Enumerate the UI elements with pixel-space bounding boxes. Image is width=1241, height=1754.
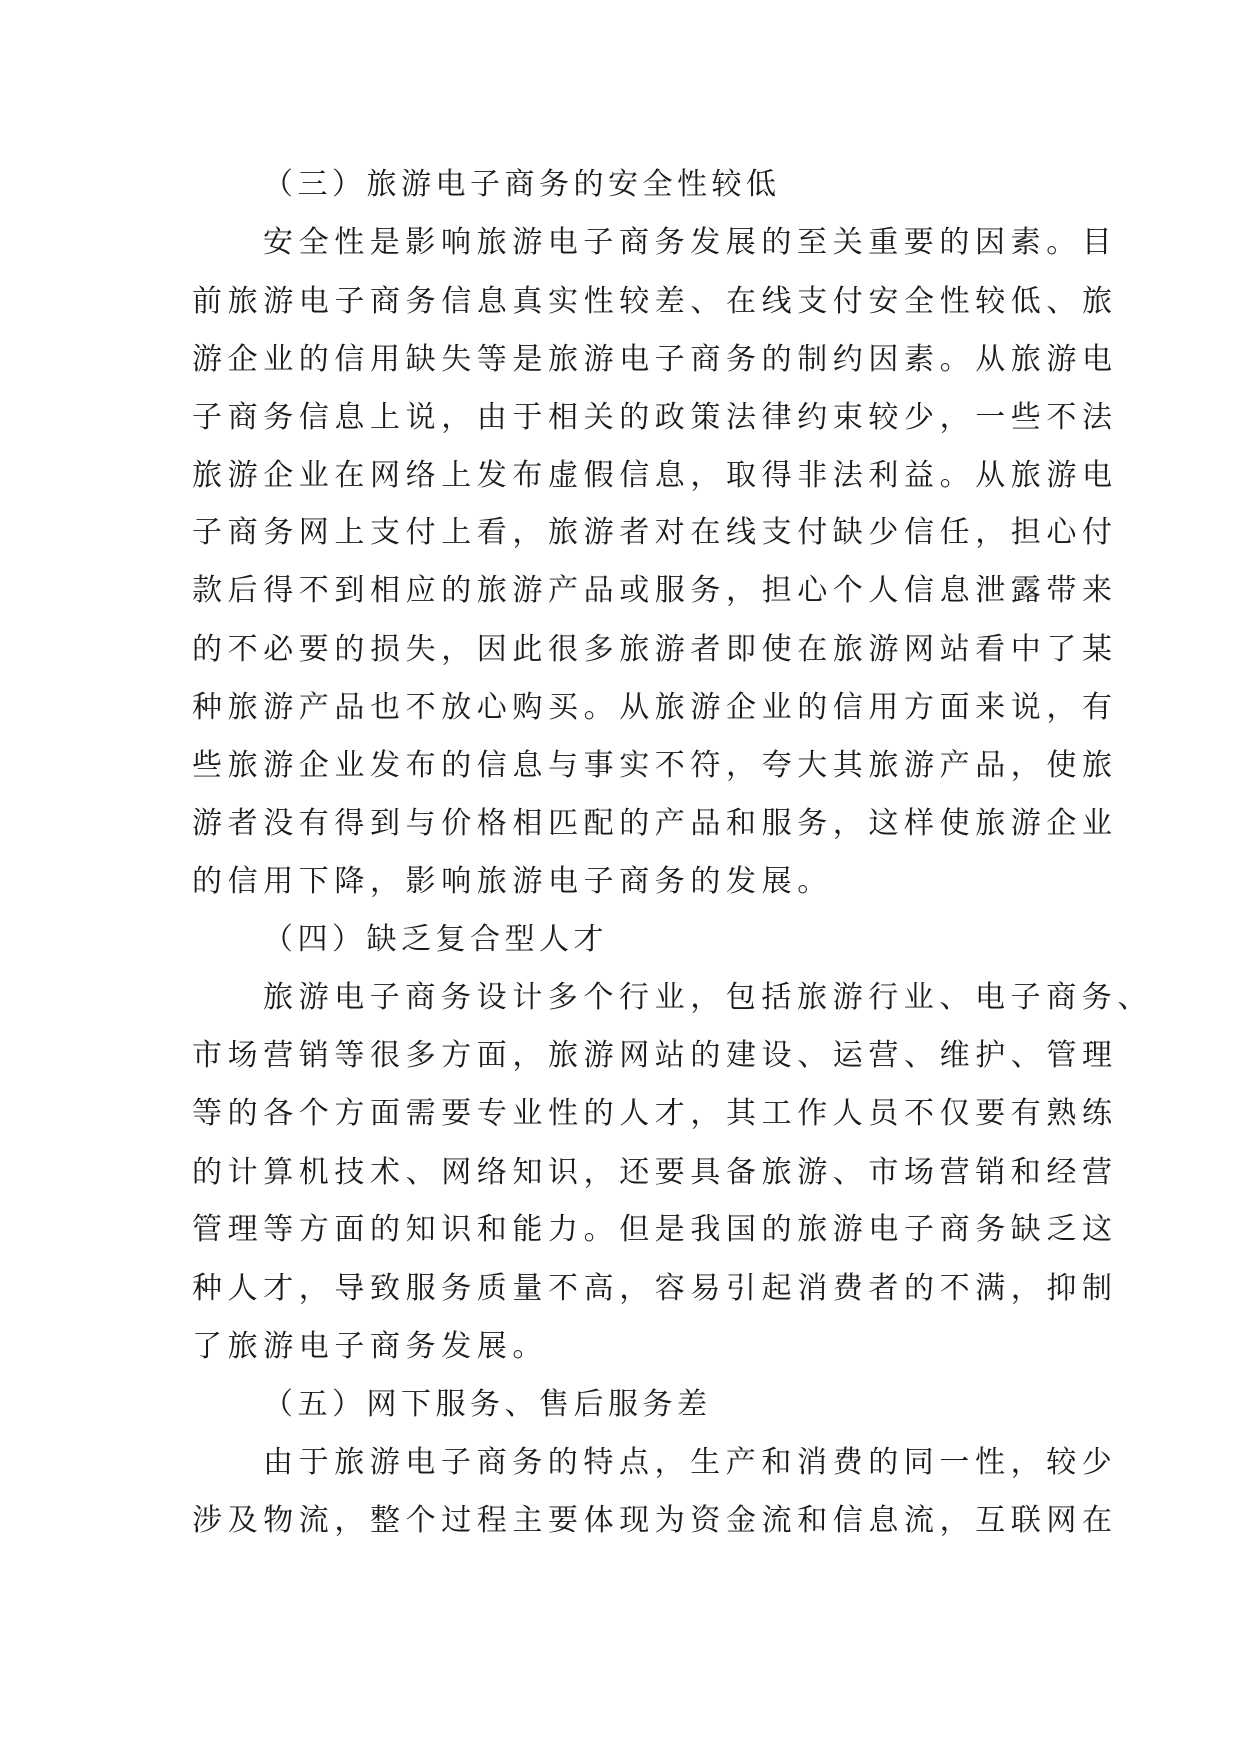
paragraph-line: 等的各个方面需要专业性的人才，其工作人员不仅要有熟练 <box>192 1096 1118 1131</box>
paragraph-line: 游者没有得到与价格相匹配的产品和服务，这样使旅游企业 <box>192 806 1118 841</box>
paragraph-line: 涉及物流，整个过程主要体现为资金流和信息流，互联网在 <box>192 1503 1118 1538</box>
paragraph-line: 些旅游企业发布的信息与事实不符，夸大其旅游产品，使旅 <box>192 748 1118 783</box>
section-heading-4: （四）缺乏复合型人才 <box>263 922 608 957</box>
paragraph-line: 的信用下降，影响旅游电子商务的发展。 <box>192 864 833 899</box>
paragraph-line: 管理等方面的知识和能力。但是我国的旅游电子商务缺乏这 <box>192 1212 1118 1247</box>
paragraph-line: 子商务网上支付上看，旅游者对在线支付缺少信任，担心付 <box>192 515 1118 550</box>
paragraph-line: 由于旅游电子商务的特点，生产和消费的同一性，较少 <box>263 1445 1118 1480</box>
paragraph-line: 子商务信息上说，由于相关的政策法律约束较少，一些不法 <box>192 400 1118 435</box>
paragraph-line: 安全性是影响旅游电子商务发展的至关重要的因素。目 <box>263 225 1118 260</box>
paragraph-line: 了旅游电子商务发展。 <box>192 1329 548 1364</box>
paragraph-line: 种人才，导致服务质量不高，容易引起消费者的不满，抑制 <box>192 1271 1118 1306</box>
paragraph-line: 市场营销等很多方面，旅游网站的建设、运营、维护、管理 <box>192 1038 1118 1073</box>
paragraph-line: 游企业的信用缺失等是旅游电子商务的制约因素。从旅游电 <box>192 342 1118 377</box>
paragraph-line: 旅游电子商务设计多个行业，包括旅游行业、电子商务、 <box>263 980 1153 1015</box>
section-heading-3: （三）旅游电子商务的安全性较低 <box>263 167 781 202</box>
paragraph-line: 前旅游电子商务信息真实性较差、在线支付安全性较低、旅 <box>192 284 1118 319</box>
paragraph-line: 款后得不到相应的旅游产品或服务，担心个人信息泄露带来 <box>192 573 1118 608</box>
paragraph-line: 种旅游产品也不放心购买。从旅游企业的信用方面来说，有 <box>192 690 1118 725</box>
section-heading-5: （五）网下服务、售后服务差 <box>263 1387 712 1422</box>
paragraph-line: 的计算机技术、网络知识，还要具备旅游、市场营销和经营 <box>192 1155 1118 1190</box>
paragraph-line: 的不必要的损失，因此很多旅游者即使在旅游网站看中了某 <box>192 632 1118 667</box>
paragraph-line: 旅游企业在网络上发布虚假信息，取得非法利益。从旅游电 <box>192 458 1118 493</box>
